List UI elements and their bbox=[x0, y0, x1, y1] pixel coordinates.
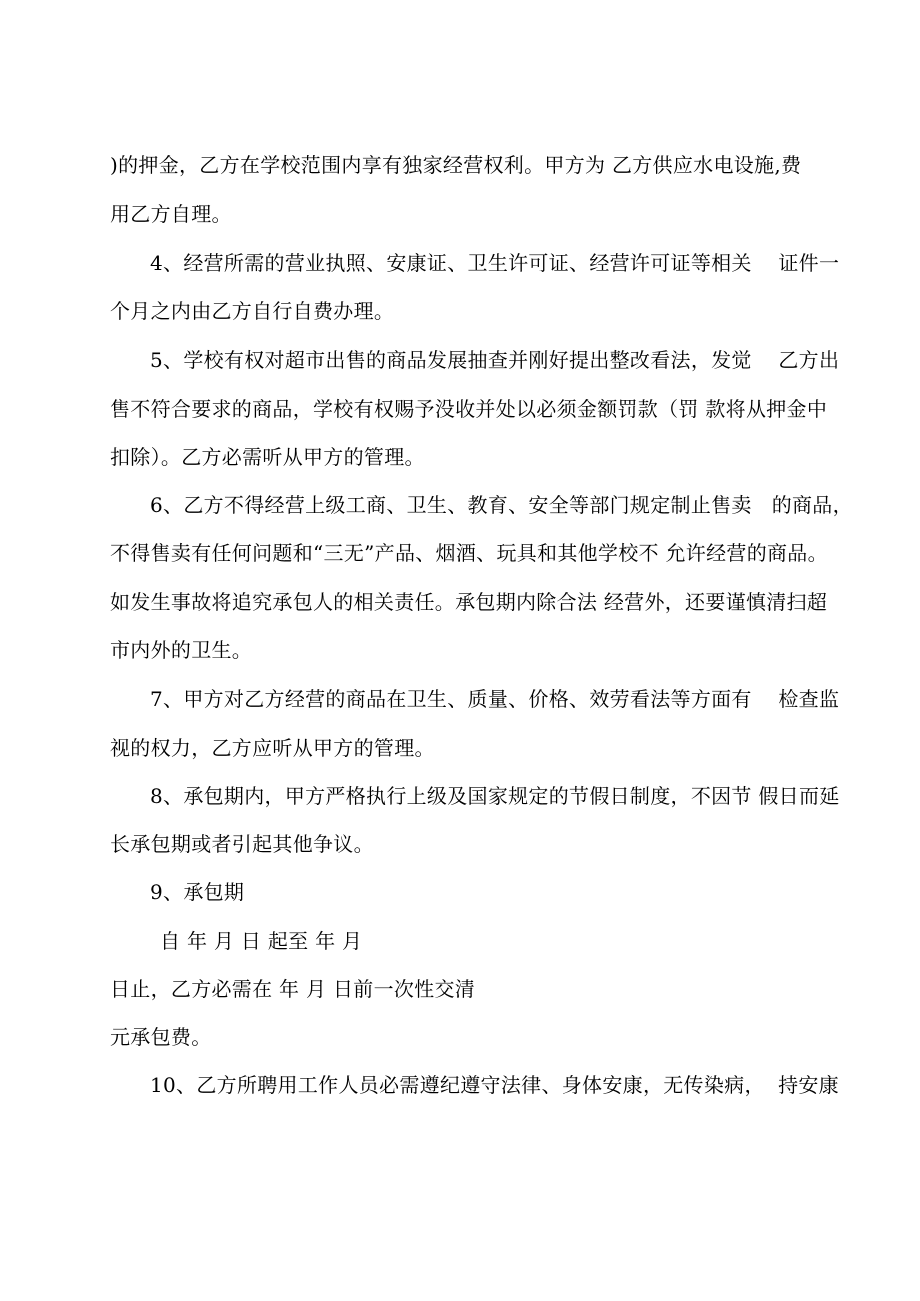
text-line: 个月之内由乙方自行自费办理。 bbox=[110, 299, 395, 323]
text-line: 自 年 月 日 起至 年 月 bbox=[160, 929, 363, 953]
text-line: 长承包期或者引起其他争议。 bbox=[110, 832, 374, 856]
text-line: 9、承包期 bbox=[150, 880, 245, 904]
text-line: 5、学校有权对超市出售的商品发展抽查并刚好提出整改看法，发觉 乙方出 bbox=[150, 348, 840, 372]
text-line: 10、乙方所聘用工作人员必需遵纪遵守法律、身体安康，无传染病， 持安康 bbox=[150, 1073, 839, 1097]
text-line: 视的权力，乙方应听从甲方的管理。 bbox=[110, 736, 435, 760]
text-line: 7、甲方对乙方经营的商品在卫生、质量、价格、效劳看法等方面有 检查监 bbox=[150, 687, 840, 711]
text-line: )的押金，乙方在学校范围内享有独家经营权利。甲方为 乙方供应水电设施,费 bbox=[110, 153, 802, 177]
text-line: 不得售卖有任何问题和“三无”产品、烟酒、玩具和其他学校不 允许经营的商品。 bbox=[110, 541, 828, 565]
text-line: 元承包费。 bbox=[110, 1025, 212, 1049]
text-line: 市内外的卫生。 bbox=[110, 638, 253, 662]
text-line: 如发生事故将追究承包人的相关责任。承包期内除合法 经营外，还要谨慎清扫超 bbox=[110, 590, 828, 614]
text-line: 4、经营所需的营业执照、安康证、卫生许可证、经营许可证等相关 证件一 bbox=[150, 251, 840, 275]
text-line: 6、乙方不得经营上级工商、卫生、教育、安全等部门规定制止售卖 的商品， bbox=[150, 493, 853, 517]
text-line: 用乙方自理。 bbox=[110, 202, 232, 226]
text-line: 售不符合要求的商品，学校有权赐予没收并处以必须金额罚款（罚 款将从押金中 bbox=[110, 397, 828, 421]
text-line: 日止，乙方必需在 年 月 日前一次性交清 bbox=[110, 977, 476, 1001]
text-line: 8、承包期内，甲方严格执行上级及国家规定的节假日制度，不因节 假日而延 bbox=[150, 784, 840, 808]
text-line: 扣除）。乙方必需听从甲方的管理。 bbox=[110, 445, 425, 469]
